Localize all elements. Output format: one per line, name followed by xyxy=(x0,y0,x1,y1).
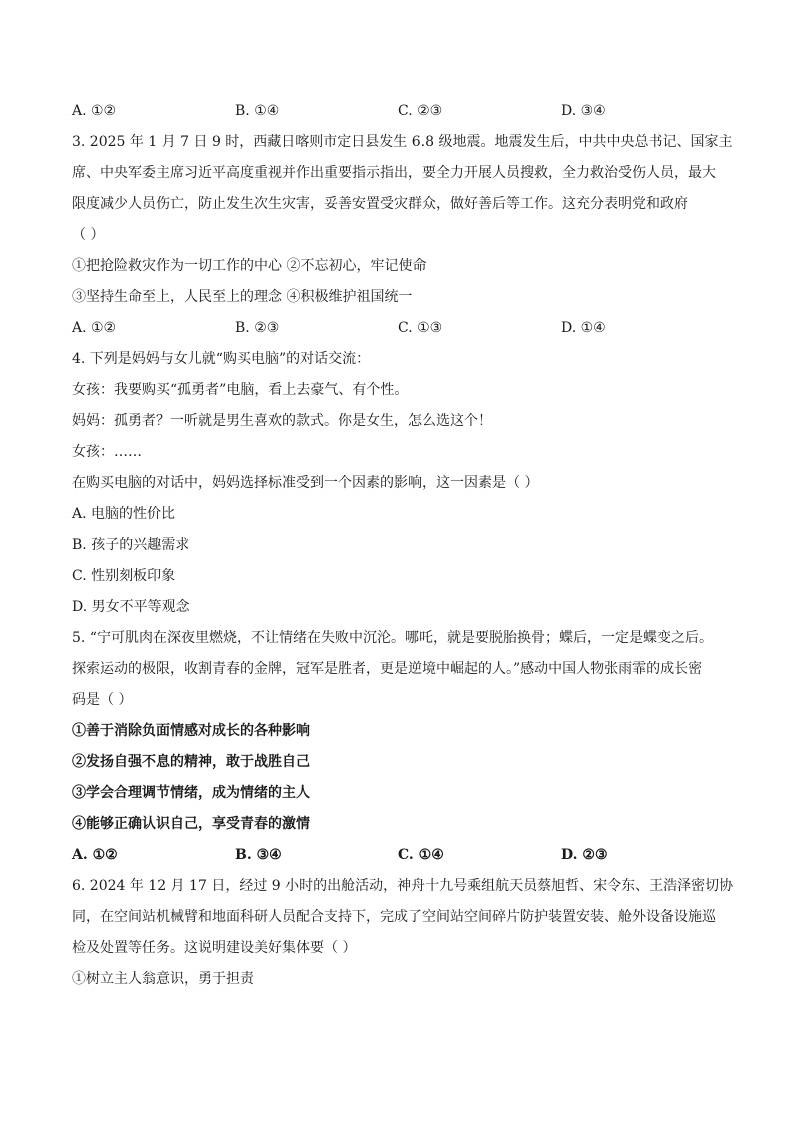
q5-statement: ②发扬自强不息的精神，敢于战胜自己 xyxy=(72,754,310,770)
q2-option-a: A. ①② xyxy=(72,103,117,119)
q5-option-b: B. ③④ xyxy=(235,847,282,863)
q5-option-a: A. ①② xyxy=(72,847,118,863)
q2-options xyxy=(72,96,724,127)
q4-dialogue-line: 妈妈：孤勇者？一听就是男生喜欢的款式。你是女生，怎么选这个！ xyxy=(72,413,492,429)
q4-dialogue-line: 女孩：我要购买“孤勇者”电脑，看上去豪气、有个性。 xyxy=(72,382,409,398)
q5-statement: ③学会合理调节情绪，成为情绪的主人 xyxy=(72,785,310,801)
q6-stem-line: 6. 2024 年 12 月 17 日，经过 9 小时的出舱活动，神舟十九号乘组航天员蔡旭哲、宋令东、王浩泽密切协 xyxy=(72,878,734,894)
q6-stem-line: 检及处置等任务。这说明建设美好集体要（ ） xyxy=(72,940,357,956)
q5-option-d: D. ②③ xyxy=(561,847,608,863)
q3-statement: ③坚持生命至上，人民至上的理念 ④积极维护祖国统一 xyxy=(72,289,413,305)
q4-option-d: D. 男女不平等观念 xyxy=(72,599,190,615)
q3-option-b: B. ②③ xyxy=(235,320,280,336)
q3-answer-blank: （ ） xyxy=(72,227,105,243)
q3-stem-line: 3. 2025 年 1 月 7 日 9 时，西藏日喀则市定日县发生 6.8 级地震。地震发生后，中共中央总书记、国家主 xyxy=(72,134,733,150)
q3-option-a: A. ①② xyxy=(72,320,117,336)
q4-question-line: 在购买电脑的对话中，妈妈选择标准受到一个因素的影响，这一因素是（ ） xyxy=(72,475,539,491)
q4-option-c: C. 性别刻板印象 xyxy=(72,568,176,584)
q2-option-b: B. ①④ xyxy=(235,103,280,119)
q3-stem-line: 席、中央军委主席习近平高度重视并作出重要指示指出，要全力开展人员搜救，全力救治受伤人员，最大 xyxy=(72,165,716,181)
q2-option-d: D. ③④ xyxy=(561,103,606,119)
question-3 xyxy=(72,127,733,344)
q5-stem-line: 探索运动的极限，收割青春的金牌，冠军是胜者，更是逆境中崛起的人。”感动中国人物张雨霏的成长密 xyxy=(72,661,703,677)
q5-stem-line: 码是（ ） xyxy=(72,692,133,708)
q4-dialogue-line: 女孩：…… xyxy=(72,444,142,460)
q5-option-c: C. ①④ xyxy=(398,847,444,863)
q4-option-b: B. 孩子的兴趣需求 xyxy=(72,537,190,553)
q3-options xyxy=(72,313,724,344)
q5-options xyxy=(72,840,724,871)
q6-stem-line: 同，在空间站机械臂和地面科研人员配合支持下，完成了空间站空间碎片防护装置安装、舱外设备设施巡 xyxy=(72,909,716,925)
q4-stem-line: 4. 下列是妈妈与女儿就“购买电脑”的对话交流： xyxy=(72,351,371,367)
q4-option-a: A. 电脑的性价比 xyxy=(72,506,176,522)
q3-option-d: D. ①④ xyxy=(561,320,606,336)
q6-statement: ①树立主人翁意识，勇于担责 xyxy=(72,971,254,987)
q5-statement: ①善于消除负面情感对成长的各种影响 xyxy=(72,723,310,739)
question-5 xyxy=(72,623,724,871)
q3-option-c: C. ①③ xyxy=(398,320,443,336)
q2-option-c: C. ②③ xyxy=(398,103,443,119)
q5-statement: ④能够正确认识自己，享受青春的激情 xyxy=(72,816,310,832)
question-6 xyxy=(72,871,734,995)
question-4 xyxy=(72,344,724,623)
q3-stem-line: 限度减少人员伤亡，防止发生次生灾害，妥善安置受灾群众，做好善后等工作。这充分表明党和政府 xyxy=(72,196,688,212)
q3-statement: ①把抢险救灾作为一切工作的中心 ②不忘初心，牢记使命 xyxy=(72,258,427,274)
q5-stem-line: 5. “宁可肌肉在深夜里燃烧，不让情绪在失败中沉沦。哪吒，就是要脱胎换骨；蝶后，一定是蝶变之后。 xyxy=(72,630,713,646)
